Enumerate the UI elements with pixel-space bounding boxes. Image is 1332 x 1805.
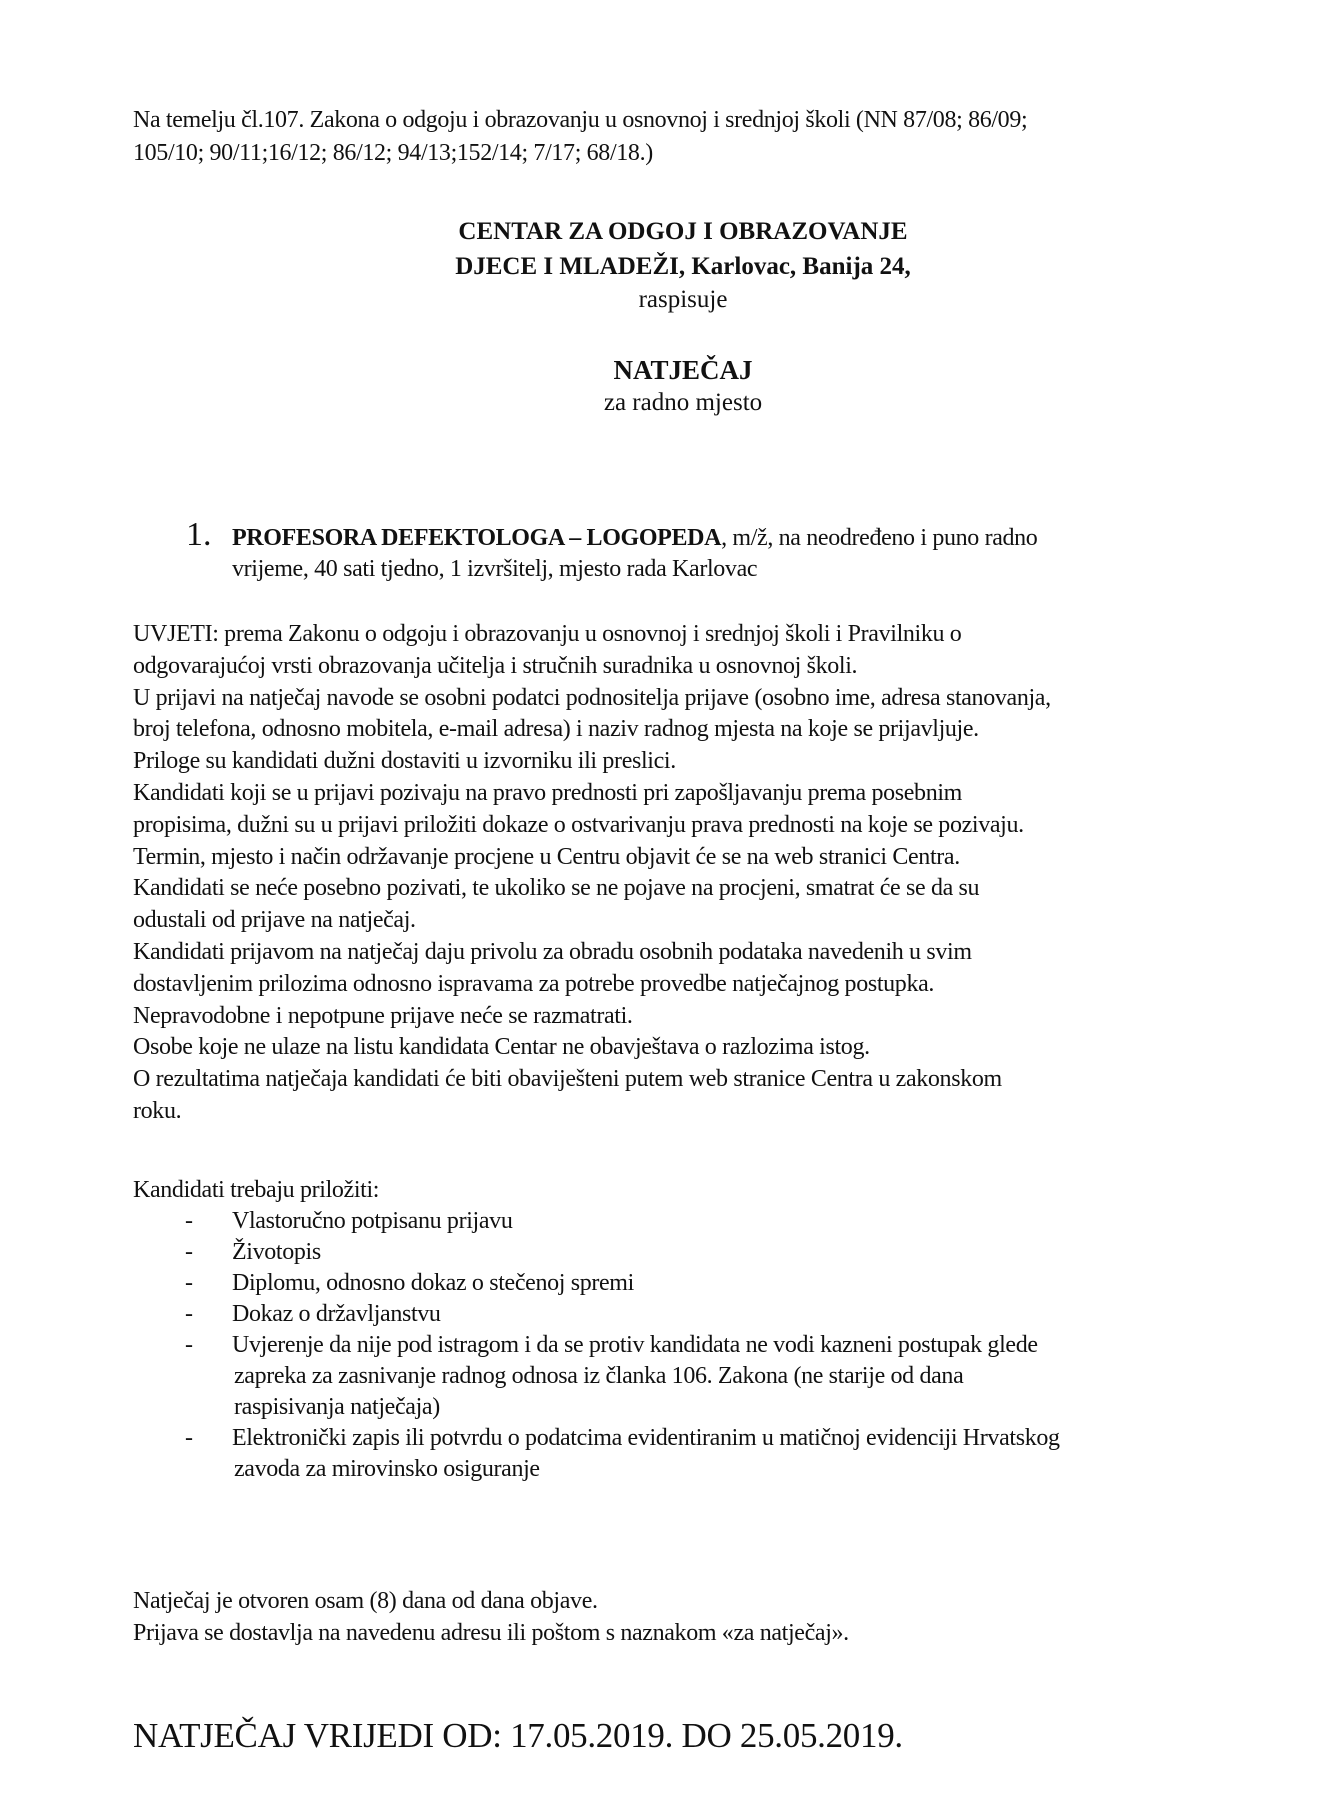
condition-line: odgovarajućoj vrsti obrazovanja učitelja i stručnih suradnika u osnovnoj školi. — [133, 652, 858, 679]
attachments-heading: Kandidati trebaju priložiti: — [133, 1177, 380, 1203]
attachment-item: Vlastoručno potpisanu prijavu — [232, 1208, 513, 1234]
position-line-1 — [232, 526, 1037, 550]
organization-name-line-1: CENTAR ZA ODGOJ I OBRAZOVANJE — [458, 218, 908, 245]
bullet-dash-icon: - — [185, 1270, 193, 1296]
condition-line: odustali od prijave na natječaj. — [133, 907, 416, 934]
attachment-item: Elektronički zapis ili potvrdu o podatcima evidentiranim u matičnoj evidenciji Hrvatskog — [232, 1425, 1060, 1451]
condition-line: roku. — [133, 1098, 182, 1124]
condition-line: O rezultatima natječaja kandidati će biti obaviješteni putem web stranice Centra u zakonskom — [133, 1066, 1002, 1093]
open-period-text: Natječaj je otvoren osam (8) dana od dana objave. — [133, 1588, 598, 1614]
document-title: NATJEČAJ — [613, 355, 753, 385]
attachment-item: Životopis — [232, 1239, 321, 1265]
attachment-item-continuation: raspisivanja natječaja) — [234, 1394, 440, 1420]
position-name: PROFESORA DEFEKTOLOGA – LOGOPEDA — [232, 525, 722, 551]
condition-line: Nepravodobne i nepotpune prijave neće se razmatrati. — [133, 1002, 633, 1029]
condition-line: dostavljenim prilozima odnosno ispravama za potrebe provedbe natječajnog postupka. — [133, 970, 935, 997]
document-subtitle: za radno mjesto — [603, 389, 763, 416]
bullet-dash-icon: - — [185, 1332, 193, 1358]
position-number: 1. — [186, 516, 212, 553]
intro-line-1: Na temelju čl.107. Zakona o odgoju i obrazovanju u osnovnoj i srednjoj školi (NN 87/08; 86/09; — [133, 107, 1028, 133]
condition-line: Kandidati prijavom na natječaj daju privolu za obradu osobnih podataka navedenih u svim — [133, 939, 972, 965]
attachment-item: Uvjerenje da nije pod istragom i da se protiv kandidata ne vodi kazneni postupak glede — [232, 1332, 1038, 1358]
condition-line: Kandidati koji se u prijavi pozivaju na pravo prednosti pri zapošljavanju prema posebnim — [133, 780, 962, 806]
condition-line: Kandidati se neće posebno pozivati, te ukoliko se ne pojave na procjeni, smatrat će se da su — [133, 875, 980, 902]
attachment-item-continuation: zapreka za zasnivanje radnog odnosa iz članka 106. Zakona (ne starije od dana — [234, 1363, 964, 1389]
condition-line: Osobe koje ne ulaze na listu kandidata Centar ne obavještava o razlozima istog. — [133, 1034, 870, 1061]
organization-name-line-2: DJECE I MLADEŽI, Karlovac, Banija 24, — [455, 253, 911, 280]
condition-line: Termin, mjesto i način održavanje procjene u Centru objavit će se na web stranici Centra. — [133, 843, 960, 870]
position-line-2: vrijeme, 40 sati tjedno, 1 izvršitelj, mjesto rada Karlovac — [232, 556, 758, 582]
bullet-dash-icon: - — [185, 1301, 193, 1327]
condition-line: Priloge su kandidati dužni dostaviti u izvorniku ili preslici. — [133, 748, 676, 775]
condition-line: U prijavi na natječaj navode se osobni podatci podnositelja prijave (osobno ime, adresa stanovanja, — [133, 684, 1051, 711]
condition-line: propisima, dužni su u prijavi priložiti dokaze o ostvarivanju prava prednosti na koje se pozivaju. — [133, 811, 1024, 838]
condition-line: broj telefona, odnosno mobitela, e-mail adresa) i naziv radnog mjesta na koje se prijavljuje. — [133, 716, 979, 743]
condition-line: UVJETI: prema Zakonu o odgoju i obrazovanju u osnovnoj i srednjoj školi i Pravilniku o — [133, 621, 962, 647]
validity-notice: NATJEČAJ VRIJEDI OD: 17.05.2019. DO 25.05.2019. — [133, 1716, 903, 1755]
delivery-text: Prijava se dostavlja na navedenu adresu ili poštom s naznakom «za natječaj». — [133, 1620, 849, 1646]
intro-line-2: 105/10; 90/11;16/12; 86/12; 94/13;152/14; 7/17; 68/18.) — [133, 140, 653, 166]
bullet-dash-icon: - — [185, 1425, 193, 1451]
attachment-item: Diplomu, odnosno dokaz o stečenoj spremi — [232, 1270, 634, 1296]
position-terms: , m/ž, na neodređeno i puno radno — [721, 525, 1038, 551]
announces-label: raspisuje — [638, 286, 728, 313]
bullet-dash-icon: - — [185, 1239, 193, 1265]
attachment-item: Dokaz o državljanstvu — [232, 1301, 441, 1327]
bullet-dash-icon: - — [185, 1208, 193, 1234]
attachment-item-continuation: zavoda za mirovinsko osiguranje — [234, 1456, 540, 1482]
